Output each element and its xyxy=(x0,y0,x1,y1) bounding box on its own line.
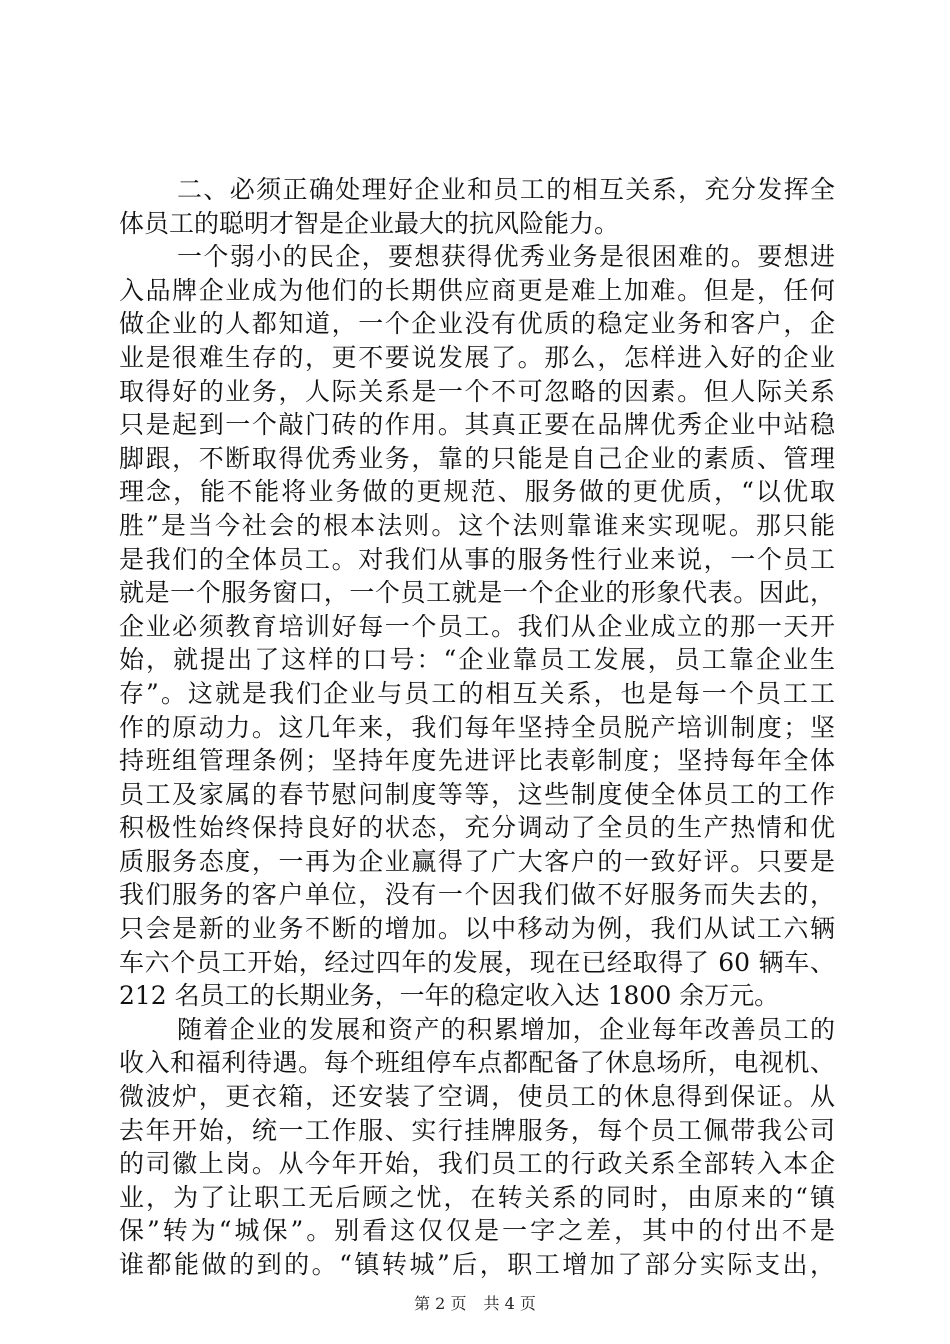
text-line: 一个弱小的民企，要想获得优秀业务是很困难的。要想进 xyxy=(177,242,835,272)
text-line: 谁都能做的到的。“镇转城”后，职工增加了部分实际支出， xyxy=(119,1250,835,1279)
text-line: 212 名员工的长期业务，一年的稳定收入达 1800 余万元。 xyxy=(119,981,780,1011)
text-line: 体员工的聪明才智是企业最大的抗风险能力。 xyxy=(119,208,620,238)
text-line: 保”转为“城保”。别看这仅仅是一字之差，其中的付出不是 xyxy=(119,1216,835,1246)
text-line: 收入和福利待遇。每个班组停车点都配备了休息场所，电视机、 xyxy=(119,1048,835,1078)
text-line: 企业必须教育培训好每一个员工。我们从企业成立的那一天开 xyxy=(119,611,835,641)
text-line: 始，就提出了这样的口号：“企业靠员工发展，员工靠企业生 xyxy=(119,645,835,675)
text-line: 理念，能不能将业务做的更规范、服务做的更优质，“以优取 xyxy=(119,477,835,507)
text-line: 微波炉，更衣箱，还安装了空调，使员工的休息得到保证。从 xyxy=(119,1082,835,1112)
text-line: 作的原动力。这几年来，我们每年坚持全员脱产培训制度；坚 xyxy=(119,712,835,742)
text-line: 员工及家属的春节慰问制度等等，这些制度使全体员工的工作 xyxy=(119,779,835,809)
text-line: 取得好的业务，人际关系是一个不可忽略的因素。但人际关系 xyxy=(119,376,835,406)
text-line: 业是很难生存的，更不要说发展了。那么，怎样进入好的企业 xyxy=(119,342,835,372)
page-number: 第 2 页 xyxy=(414,1294,467,1313)
text-line: 存”。这就是我们企业与员工的相互关系，也是每一个员工工 xyxy=(119,678,835,708)
text-line: 做企业的人都知道，一个企业没有优质的稳定业务和客户，企 xyxy=(119,309,835,339)
text-line: 胜”是当今社会的根本法则。这个法则靠谁来实现呢。那只能 xyxy=(119,510,835,540)
text-line: 是我们的全体员工。对我们从事的服务性行业来说，一个员工 xyxy=(119,544,835,574)
text-line: 车六个员工开始，经过四年的发展，现在已经取得了 60 辆车、 xyxy=(119,947,835,977)
text-line: 的司徽上岗。从今年开始，我们员工的行政关系全部转入本企 xyxy=(119,1149,835,1179)
page-footer xyxy=(0,1294,950,1314)
text-line: 入品牌企业成为他们的长期供应商更是难上加难。但是，任何 xyxy=(119,275,835,305)
text-line: 质服务态度，一再为企业赢得了广大客户的一致好评。只要是 xyxy=(119,846,835,876)
text-line: 只是起到一个敲门砖的作用。其真正要在品牌优秀企业中站稳 xyxy=(119,410,835,440)
text-line: 就是一个服务窗口，一个员工就是一个企业的形象代表。因此， xyxy=(119,578,835,608)
text-line: 去年开始，统一工作服、实行挂牌服务，每个员工佩带我公司 xyxy=(119,1115,835,1145)
text-line: 随着企业的发展和资产的积累增加，企业每年改善员工的 xyxy=(177,1014,835,1044)
total-pages: 共 4 页 xyxy=(483,1294,536,1313)
text-line: 二、必须正确处理好企业和员工的相互关系，充分发挥全 xyxy=(177,175,835,204)
text-line: 持班组管理条例；坚持年度先进评比表彰制度；坚持每年全体 xyxy=(119,746,835,776)
text-line: 我们服务的客户单位，没有一个因我们做不好服务而失去的， xyxy=(119,880,835,910)
text-line: 脚跟，不断取得优秀业务，靠的只能是自己企业的素质、管理 xyxy=(119,443,835,473)
document-body xyxy=(119,173,835,1282)
text-line: 积极性始终保持良好的状态，充分调动了全员的生产热情和优 xyxy=(119,813,835,843)
text-line: 业，为了让职工无后顾之忧，在转关系的同时，由原来的“镇 xyxy=(119,1182,835,1212)
text-line: 只会是新的业务不断的增加。以中移动为例，我们从试工六辆 xyxy=(119,914,835,944)
